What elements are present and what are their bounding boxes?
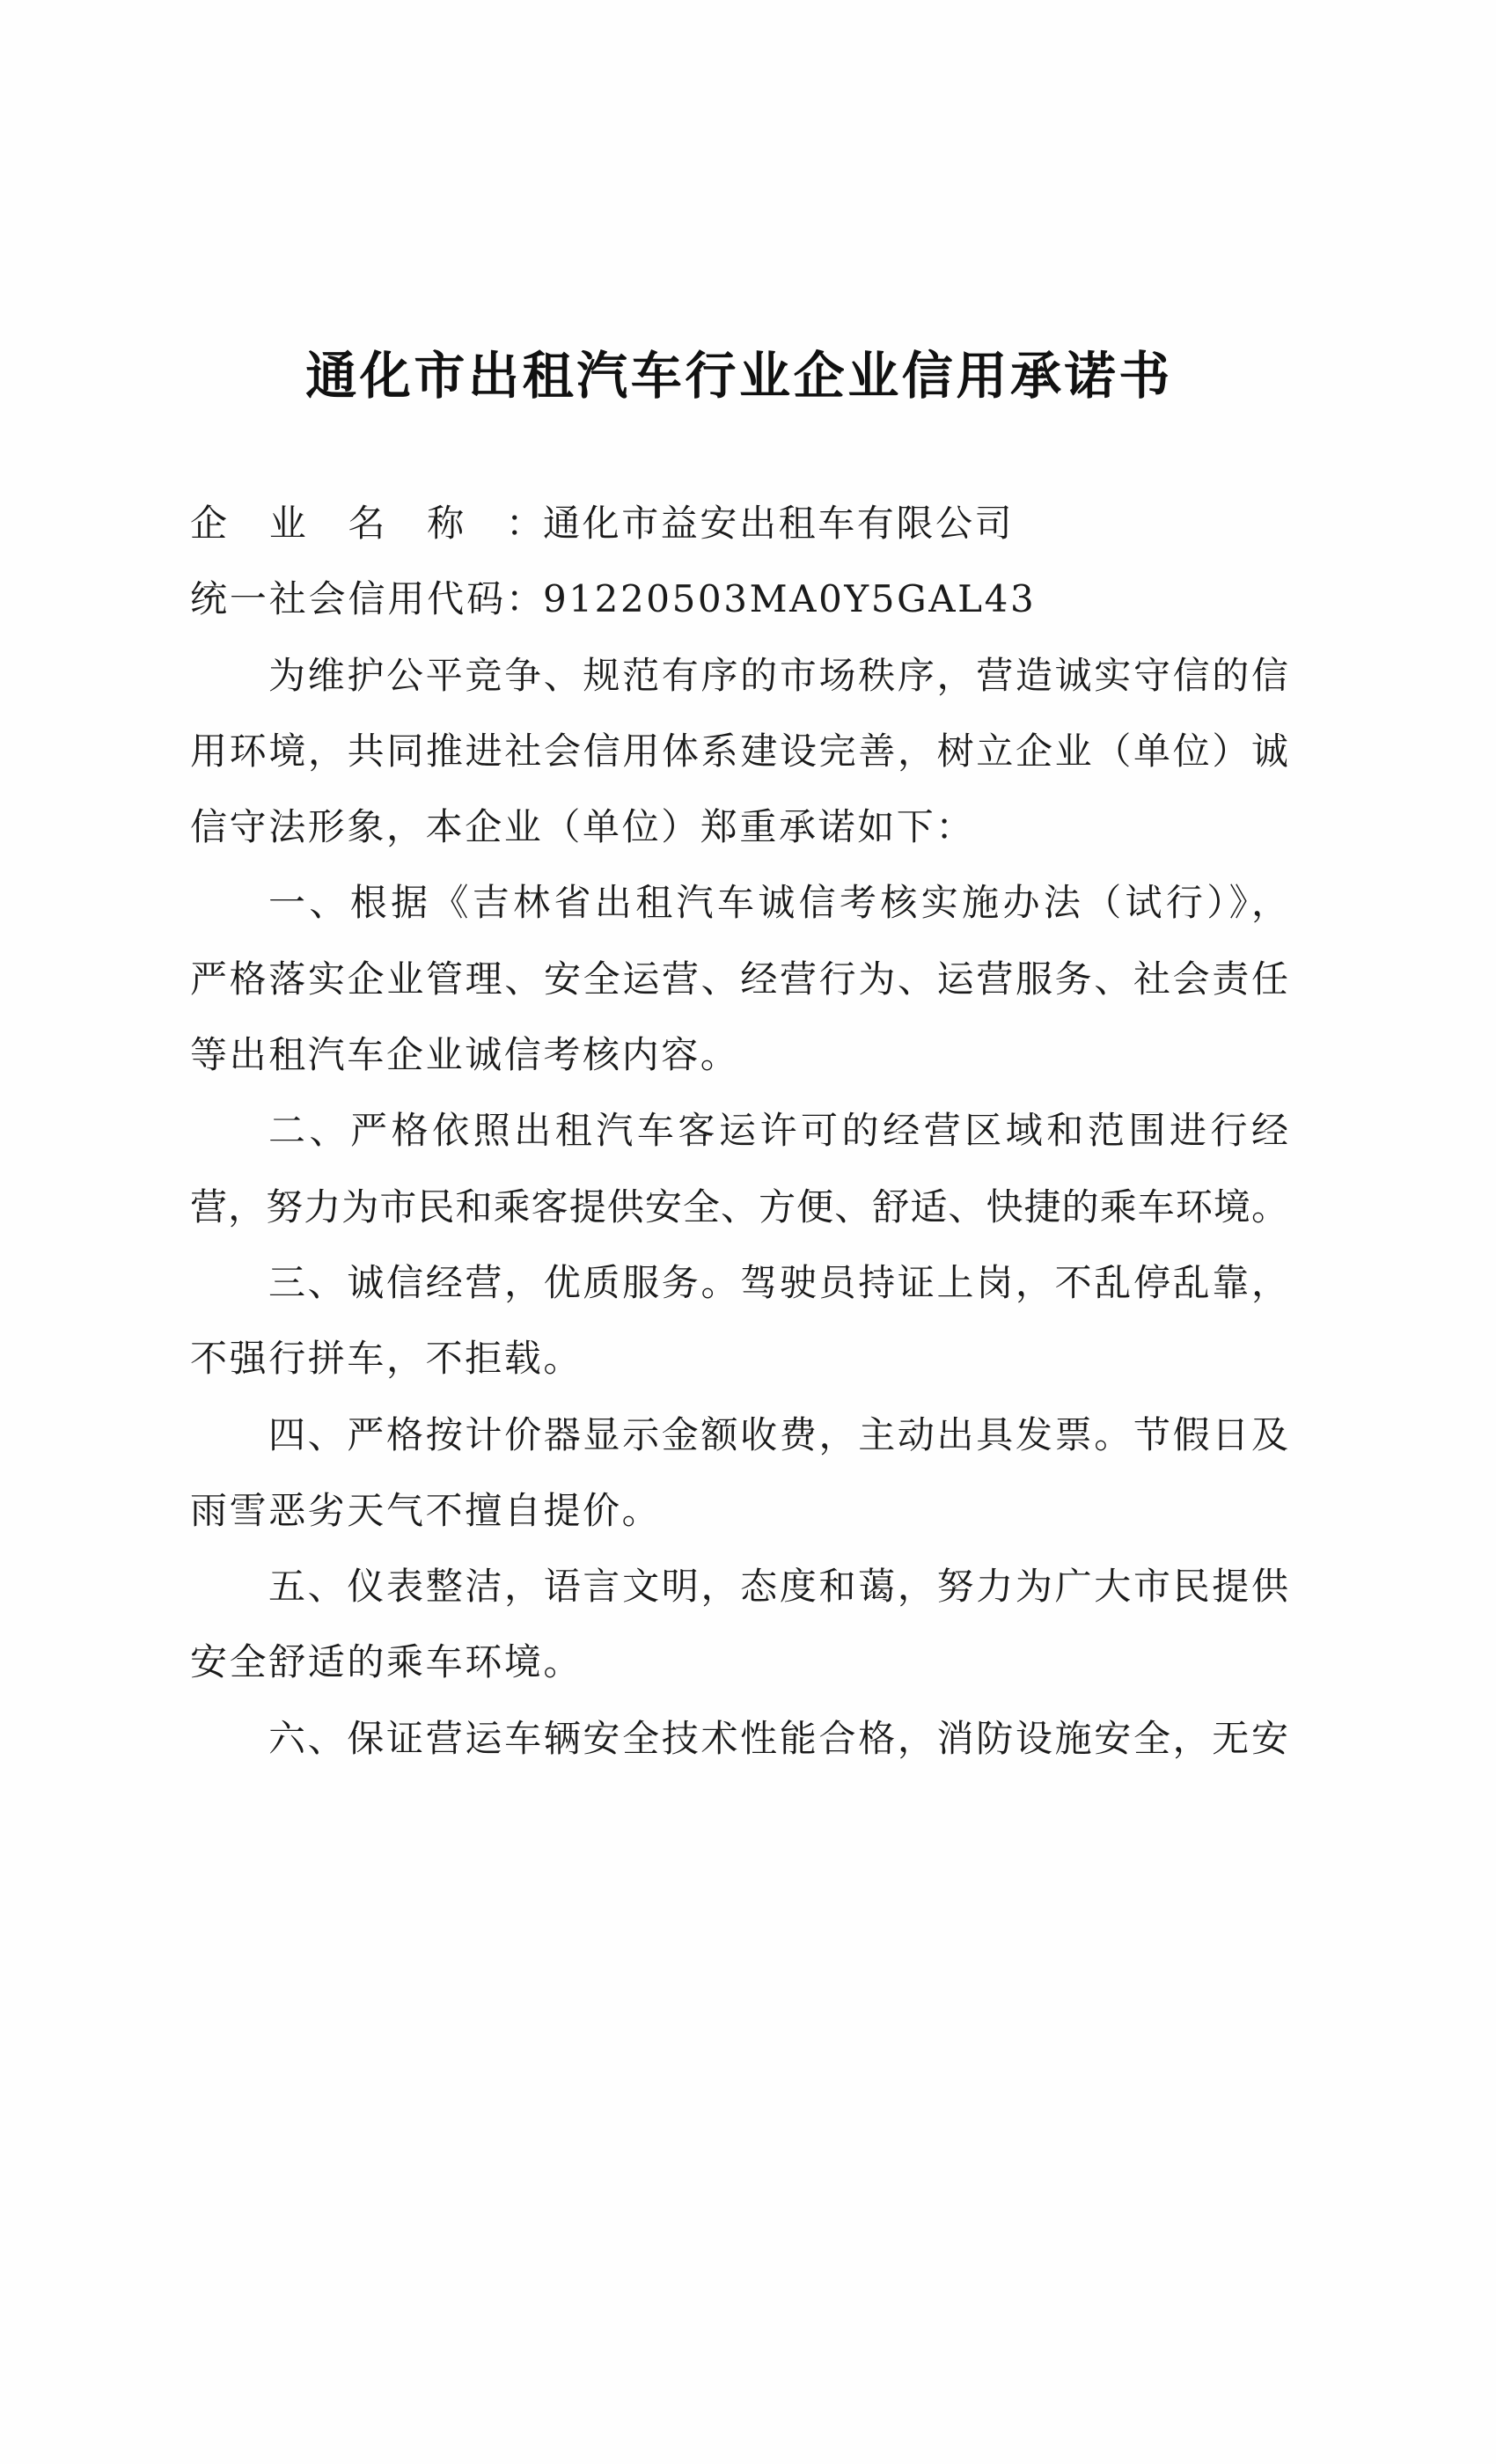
document-body bbox=[190, 486, 1288, 1777]
credit-code-row bbox=[190, 561, 1288, 637]
paragraph-line: 五、仪表整洁，语言文明，态度和蔼，努力为广大市民提供 bbox=[268, 1565, 1288, 1609]
company-name-row bbox=[190, 486, 1288, 561]
paragraph-line: 等出租汽车企业诚信考核内容。 bbox=[190, 1033, 740, 1077]
credit-code-label: 统一社会信用代码： bbox=[190, 577, 543, 621]
company-name-value: 通化市益安出租车有限公司 bbox=[543, 502, 1015, 545]
paragraph-item-2 bbox=[190, 1093, 1288, 1245]
paragraph-line: 为维护公平竞争、规范有序的市场秩序，营造诚实守信的信 bbox=[268, 653, 1288, 697]
paragraph-line: 严格落实企业管理、安全运营、经营行为、运营服务、社会责任 bbox=[190, 957, 1288, 1001]
paragraph-line: 雨雪恶劣天气不擅自提价。 bbox=[190, 1488, 662, 1532]
paragraph-line: 信守法形象，本企业（单位）郑重承诺如下： bbox=[190, 805, 976, 849]
paragraph-line: 用环境，共同推进社会信用体系建设完善，树立企业（单位）诚 bbox=[190, 729, 1288, 773]
paragraph-item-6 bbox=[190, 1701, 1288, 1777]
paragraph-line: 不强行拼车，不拒载。 bbox=[190, 1337, 583, 1381]
paragraph-item-3 bbox=[190, 1245, 1288, 1397]
paragraph-line: 四、严格按计价器显示金额收费，主动出具发票。节假日及 bbox=[268, 1412, 1288, 1456]
paragraph-line: 二、严格依照出租汽车客运许可的经营区域和范围进行经 bbox=[268, 1109, 1288, 1153]
paragraph-item-4 bbox=[190, 1397, 1288, 1550]
credit-code-value: 91220503MA0Y5GAL43 bbox=[543, 577, 1037, 621]
paragraph-line: 营，努力为市民和乘客提供安全、方便、舒适、快捷的乘车环境。 bbox=[190, 1184, 1288, 1228]
company-name-label: 企业名称： bbox=[190, 502, 543, 545]
paragraph-item-5 bbox=[190, 1549, 1288, 1701]
paragraph-line: 安全舒适的乘车环境。 bbox=[190, 1640, 583, 1684]
paragraph-item-1 bbox=[190, 865, 1288, 1093]
paragraph-line: 六、保证营运车辆安全技术性能合格，消防设施安全，无安 bbox=[268, 1716, 1288, 1760]
paragraph-line: 一、根据《吉林省出租汽车诚信考核实施办法（试行）》， bbox=[268, 881, 1288, 925]
document-title: 通化市出租汽车行业企业信用承诺书 bbox=[305, 346, 1173, 406]
paragraph-line: 三、诚信经营，优质服务。驾驶员持证上岗，不乱停乱靠， bbox=[268, 1260, 1288, 1304]
paragraph-intro bbox=[190, 638, 1288, 866]
